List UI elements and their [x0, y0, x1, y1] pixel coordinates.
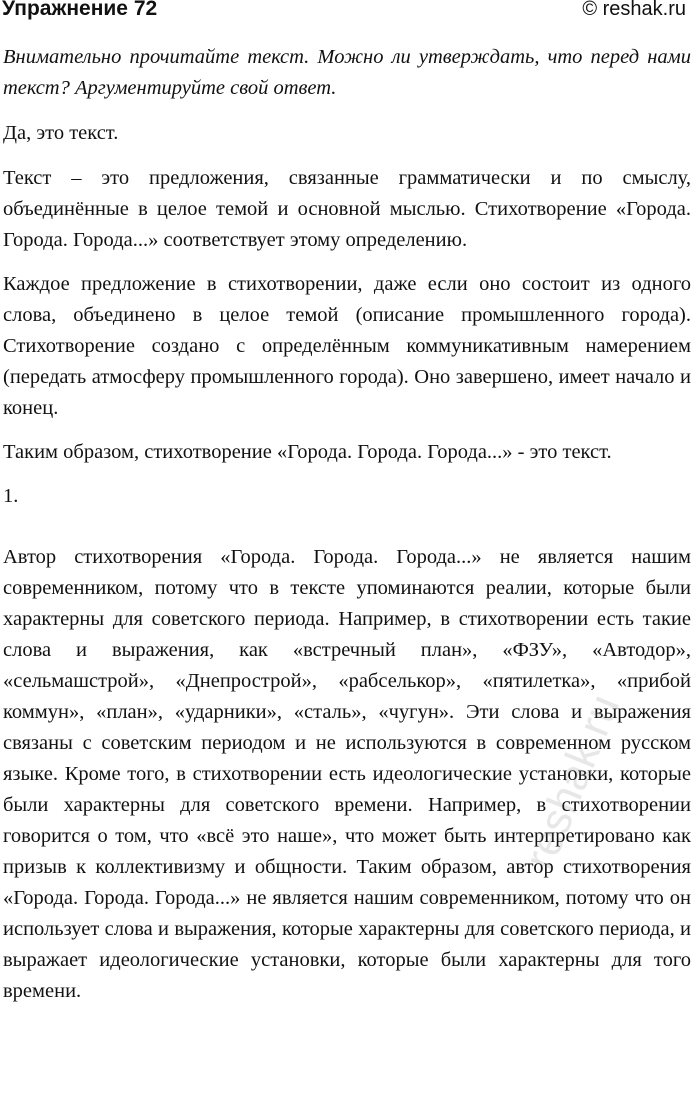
answer-paragraph: Автор стихотворения «Города. Города. Города...» не является нашим современником, потому что в тексте упоминаются реалии, которые были характерны для советского периода. Например, в стихотворении есть такие слова и выражения, как «встречный план», «ФЗУ», «Автодор», «сельмашстрой», «Днепрострой», «рабселькор», «пятилетка», «прибой коммун», «план», «ударники», «сталь», «чугун». Эти слова и выражения связаны с советским периодом и не используются в современном русском языке. Кроме того, в стихотворении есть идеологические установки, которые были характерны для советского времени. Например, в стихотворении говорится о том, что «всё это наше», что может быть интерпретировано как призыв к коллективизму и общности. Таким образом, автор стихотворения «Города. Города. Города...» не является нашим современником, потому что он использует слова и выражения, которые характерны для советского периода, и выражает идеологические установки, которые были характерны для того времени. — [3, 546, 691, 1002]
task-text: Внимательно прочитайте текст. Можно ли утверждать, что перед нами текст? Аргументируйте свой ответ. — [3, 46, 691, 99]
item-number: 1. — [3, 485, 19, 507]
watermark: reshak.ru — [515, 687, 630, 877]
source-label: © reshak.ru — [582, 0, 686, 20]
answer-paragraph: Таким образом, стихотворение «Города. Города. Города...» - это текст. — [3, 441, 612, 463]
answer-paragraph: Текст – это предложения, связанные грамматически и по смыслу, объединённые в целое темой и основной мыслью. Стихотворение «Города. Города. Города...» соответствует этому определению. — [3, 167, 691, 251]
page-header — [0, 0, 692, 22]
answer-paragraph: Каждое предложение в стихотворении, даже если оно состоит из одного слова, объединено в целое темой (описание промышленного города). Стихотворение создано с определённым коммуникативным намерением (передать атмосферу промышленного города). Оно завершено, имеет начало и конец. — [3, 273, 691, 419]
answer-content — [3, 118, 691, 1020]
exercise-title: Упражнение 72 — [2, 0, 158, 20]
answer-paragraph: Да, это текст. — [3, 122, 119, 144]
